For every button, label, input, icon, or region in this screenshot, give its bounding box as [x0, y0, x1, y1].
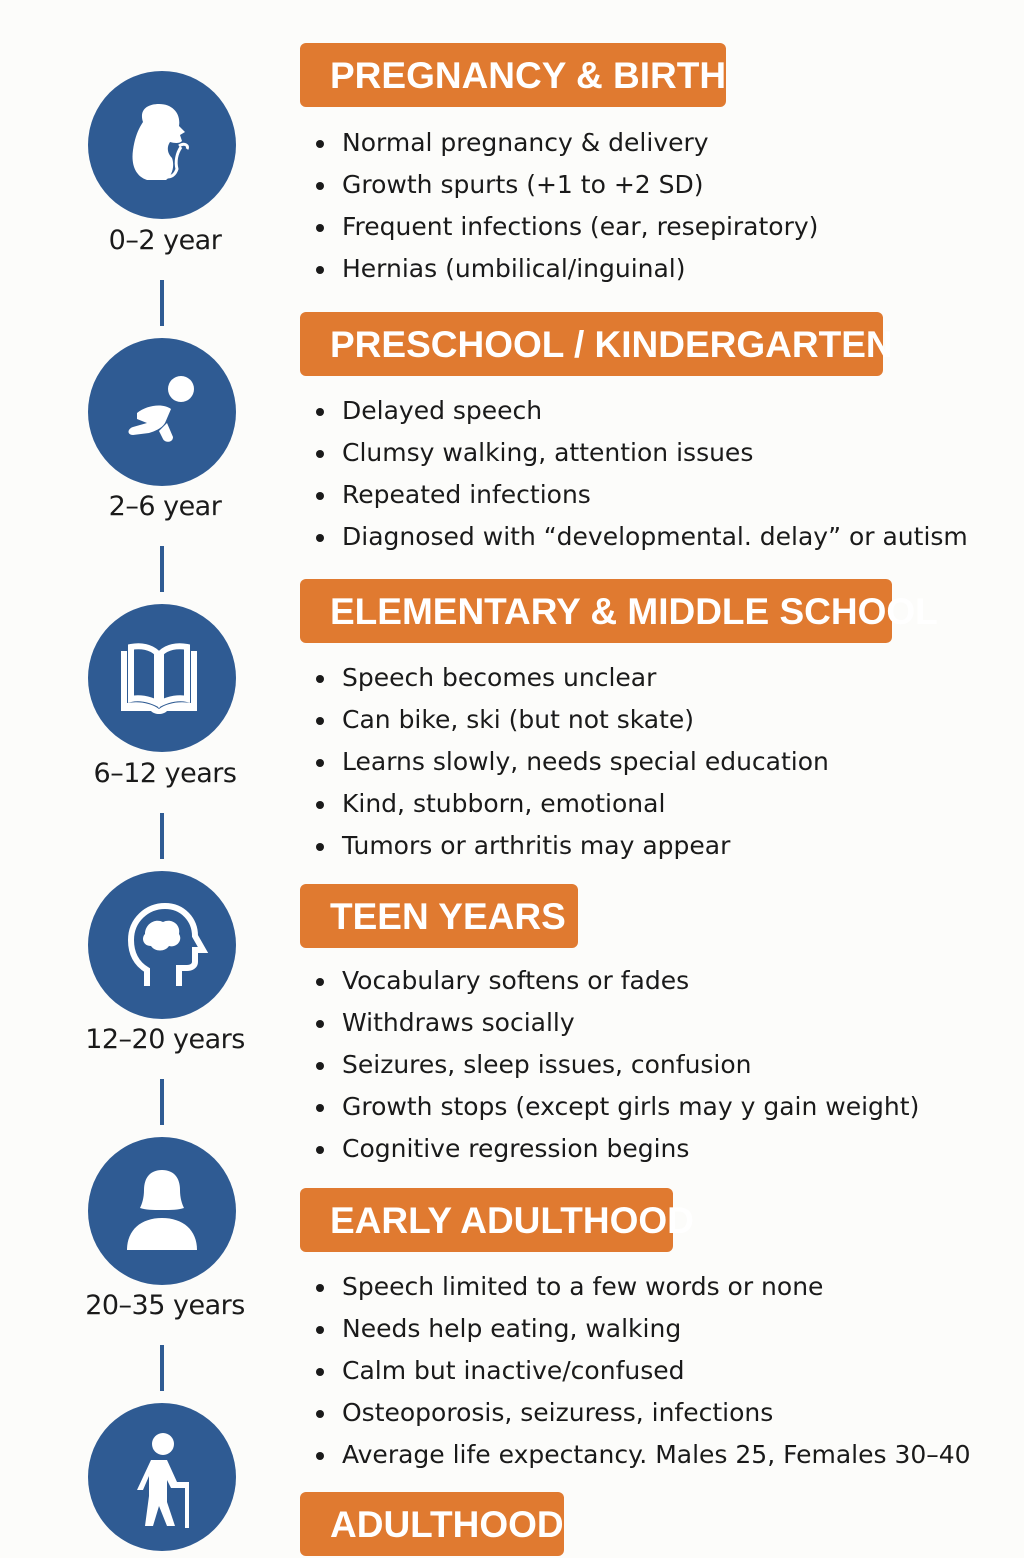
timeline-connector [160, 1345, 164, 1391]
bullet-item [316, 1356, 685, 1386]
crawling-baby-icon [107, 357, 217, 467]
age-label: 2–6 year [108, 491, 222, 522]
bullet-text: Needs help eating, walking [342, 1314, 682, 1343]
bullet-item [316, 747, 829, 777]
stage-icon-circle [88, 1403, 236, 1551]
bullet-item [316, 789, 665, 819]
bullet-text: Diagnosed with “developmental. delay” or autism [342, 522, 968, 551]
bullet-text: Learns slowly, needs special education [342, 747, 829, 776]
bullet-text: Delayed speech [342, 396, 543, 425]
bullet-item [316, 831, 730, 861]
bullet-text: Repeated infections [342, 480, 591, 509]
bullet-item [316, 663, 656, 693]
stage-header: ELEMENTARY & MIDDLE SCHOOL [300, 579, 892, 643]
bullet-text: Speech limited to a few words or none [342, 1272, 824, 1301]
timeline-connector [160, 546, 164, 592]
elderly-cane-icon [107, 1422, 217, 1532]
bullet-text: Average life expectancy. Males 25, Females 30–40 [342, 1440, 971, 1469]
bullet-item [316, 1134, 689, 1164]
stage-icon-circle [88, 604, 236, 752]
bullet-text: Growth spurts (+1 to +2 SD) [342, 170, 704, 199]
stage-header: EARLY ADULTHOOD [300, 1188, 673, 1252]
bullet-item [316, 1050, 752, 1080]
fetus-icon [107, 90, 217, 200]
age-label: 12–20 years [85, 1024, 245, 1055]
timeline-connector [160, 813, 164, 859]
bullet-text: Can bike, ski (but not skate) [342, 705, 695, 734]
bullet-item [316, 128, 709, 158]
bullet-item [316, 254, 686, 284]
bullet-text: Hernias (umbilical/inguinal) [342, 254, 686, 283]
age-label: 20–35 years [85, 1290, 245, 1321]
bullet-text: Kind, stubborn, emotional [342, 789, 666, 818]
bullet-text: Speech becomes unclear [342, 663, 657, 692]
bullet-text: Frequent infections (ear, resepiratory) [342, 212, 819, 241]
stage-icon-circle [88, 338, 236, 486]
bullet-item [316, 1008, 575, 1038]
bullet-item [316, 170, 704, 200]
bullet-item [316, 522, 968, 552]
stage-header: PRESCHOOL / KINDERGARTEN [300, 312, 883, 376]
person-icon [107, 1156, 217, 1266]
stage-header: TEEN YEARS [300, 884, 578, 948]
bullet-text: Calm but inactive/confused [342, 1356, 685, 1385]
timeline-connector [160, 1079, 164, 1125]
head-brain-icon [107, 890, 217, 1000]
bullet-text: Growth stops (except girls may y gain weight) [342, 1092, 920, 1121]
bullet-text: Normal pregnancy & delivery [342, 128, 709, 157]
bullet-item [316, 396, 542, 426]
bullet-item [316, 966, 689, 996]
bullet-item [316, 212, 818, 242]
stage-icon-circle [88, 871, 236, 1019]
bullet-text: Osteoporosis, seizuress, infections [342, 1398, 774, 1427]
bullet-text: Withdraws socially [342, 1008, 575, 1037]
bullet-item [316, 1314, 681, 1344]
bullet-text: Vocabulary softens or fades [342, 966, 690, 995]
open-book-icon [107, 623, 217, 733]
bullet-item [316, 438, 753, 468]
age-label: 6–12 years [93, 758, 237, 789]
stage-header: ADULTHOOD [300, 1492, 564, 1556]
bullet-item [316, 1398, 773, 1428]
bullet-item [316, 1440, 971, 1470]
stage-header: PREGNANCY & BIRTH [300, 43, 726, 107]
age-label: 0–2 year [108, 225, 222, 256]
bullet-item [316, 480, 591, 510]
bullet-item [316, 1092, 919, 1122]
bullet-item [316, 705, 694, 735]
timeline-connector [160, 280, 164, 326]
bullet-text: Seizures, sleep issues, confusion [342, 1050, 752, 1079]
bullet-text: Tumors or arthritis may appear [342, 831, 731, 860]
stage-icon-circle [88, 1137, 236, 1285]
bullet-item [316, 1272, 823, 1302]
stage-icon-circle [88, 71, 236, 219]
bullet-text: Clumsy walking, attention issues [342, 438, 754, 467]
bullet-text: Cognitive regression begins [342, 1134, 690, 1163]
